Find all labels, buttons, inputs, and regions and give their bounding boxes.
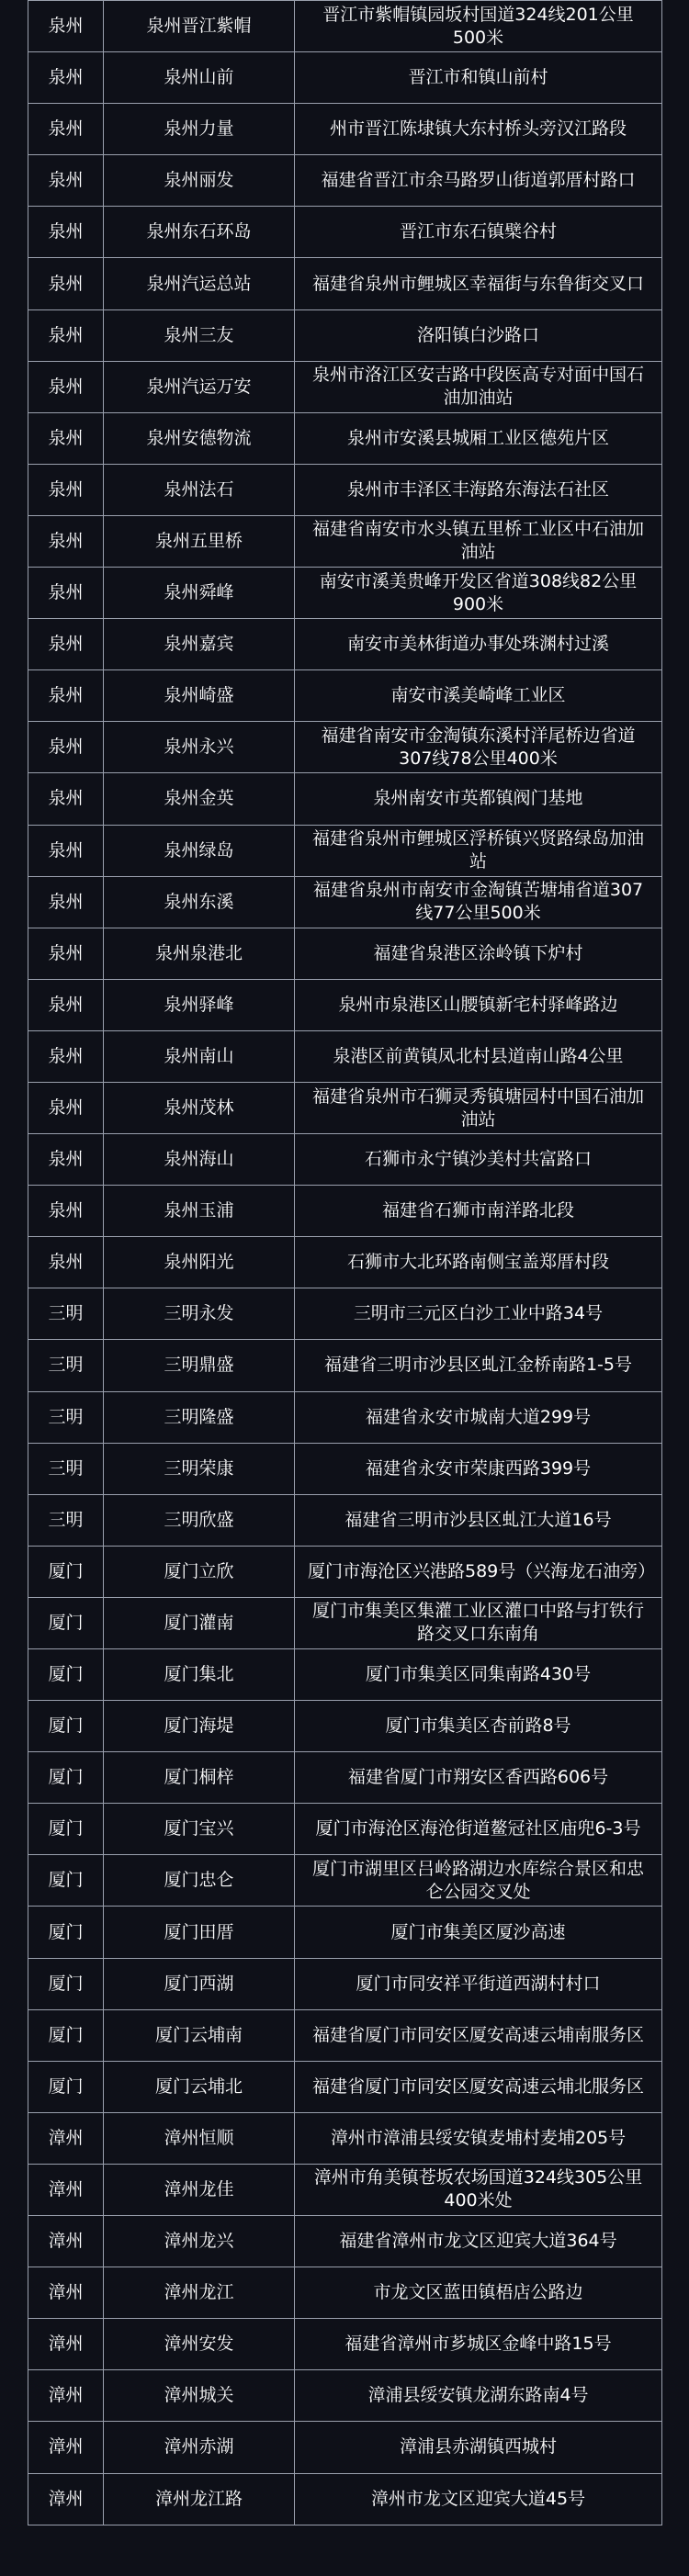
city-cell: 漳州 <box>28 2422 104 2473</box>
table-row <box>28 876 662 928</box>
city-cell: 三明 <box>28 1443 104 1494</box>
address-cell: 福建省漳州市芗城区金峰中路15号 <box>295 2319 662 2370</box>
table-row <box>28 2422 662 2473</box>
station-name-cell: 漳州龙兴 <box>104 2216 295 2267</box>
table-row <box>28 1 662 52</box>
station-name-cell: 泉州山前 <box>104 52 295 104</box>
address-cell: 厦门市湖里区吕岭路湖边水库综合景区和忠仑公园交叉处 <box>295 1855 662 1907</box>
station-name-cell: 厦门宝兴 <box>104 1804 295 1855</box>
city-cell: 泉州 <box>28 309 104 361</box>
station-name-cell: 泉州安德物流 <box>104 412 295 464</box>
address-cell: 厦门市海沧区海沧街道鳌冠社区庙兜6-3号 <box>295 1804 662 1855</box>
address-cell: 福建省三明市沙县区虬江金桥南路1-5号 <box>295 1340 662 1391</box>
city-cell: 漳州 <box>28 2473 104 2525</box>
city-cell: 厦门 <box>28 2061 104 2112</box>
station-name-cell: 三明永发 <box>104 1288 295 1340</box>
city-cell: 泉州 <box>28 258 104 309</box>
address-cell: 福建省泉港区涂岭镇下炉村 <box>295 928 662 979</box>
city-cell: 厦门 <box>28 1958 104 2009</box>
city-cell: 三明 <box>28 1340 104 1391</box>
table-row <box>28 2370 662 2422</box>
table-row <box>28 1597 662 1648</box>
city-cell: 泉州 <box>28 207 104 258</box>
station-name-cell: 厦门桐梓 <box>104 1752 295 1804</box>
address-cell: 三明市三元区白沙工业中路34号 <box>295 1288 662 1340</box>
table-row <box>28 2473 662 2525</box>
table-row <box>28 1288 662 1340</box>
table-row <box>28 52 662 104</box>
address-cell: 漳州市角美镇苍坂农场国道324线305公里400米处 <box>295 2164 662 2215</box>
city-cell: 泉州 <box>28 928 104 979</box>
city-cell: 漳州 <box>28 2216 104 2267</box>
city-cell: 厦门 <box>28 1804 104 1855</box>
table-row <box>28 619 662 670</box>
city-cell: 厦门 <box>28 1597 104 1648</box>
table-row <box>28 309 662 361</box>
station-name-cell: 漳州龙江路 <box>104 2473 295 2525</box>
city-cell: 泉州 <box>28 773 104 825</box>
city-cell: 泉州 <box>28 515 104 567</box>
station-name-cell: 厦门西湖 <box>104 1958 295 2009</box>
table-row <box>28 207 662 258</box>
station-name-cell: 厦门灌南 <box>104 1597 295 1648</box>
table-row <box>28 1907 662 1958</box>
table-row <box>28 1134 662 1186</box>
address-cell: 福建省三明市沙县区虬江大道16号 <box>295 1494 662 1546</box>
station-name-cell: 泉州法石 <box>104 464 295 515</box>
station-name-cell: 三明荣康 <box>104 1443 295 1494</box>
city-cell: 泉州 <box>28 155 104 207</box>
station-name-cell: 厦门海堤 <box>104 1701 295 1752</box>
table-row <box>28 1237 662 1288</box>
table-row <box>28 412 662 464</box>
table-row <box>28 104 662 155</box>
station-name-cell: 厦门集北 <box>104 1649 295 1701</box>
table-row <box>28 2319 662 2370</box>
table-row <box>28 464 662 515</box>
station-name-cell: 泉州茂林 <box>104 1082 295 1133</box>
station-name-cell: 漳州龙佳 <box>104 2164 295 2215</box>
city-cell: 泉州 <box>28 825 104 876</box>
address-cell: 福建省厦门市同安区厦安高速云埔南服务区 <box>295 2009 662 2061</box>
table-row <box>28 1546 662 1597</box>
table-row <box>28 928 662 979</box>
address-cell: 市龙文区蓝田镇梧店公路边 <box>295 2267 662 2319</box>
station-name-cell: 泉州绿岛 <box>104 825 295 876</box>
station-name-cell: 漳州恒顺 <box>104 2112 295 2164</box>
table-row <box>28 1443 662 1494</box>
address-cell: 福建省泉州市石狮灵秀镇塘园村中国石油加油站 <box>295 1082 662 1133</box>
city-cell: 泉州 <box>28 722 104 773</box>
table-row <box>28 1752 662 1804</box>
table-row <box>28 979 662 1030</box>
station-name-cell: 泉州海山 <box>104 1134 295 1186</box>
address-cell: 泉州市安溪县城厢工业区德苑片区 <box>295 412 662 464</box>
table-row <box>28 1804 662 1855</box>
station-name-cell: 漳州城关 <box>104 2370 295 2422</box>
table-row <box>28 1340 662 1391</box>
city-cell: 泉州 <box>28 1030 104 1082</box>
address-cell: 福建省永安市城南大道299号 <box>295 1391 662 1443</box>
station-name-cell: 泉州东溪 <box>104 876 295 928</box>
table-row <box>28 722 662 773</box>
station-name-cell: 泉州东石环岛 <box>104 207 295 258</box>
station-name-cell: 三明鼎盛 <box>104 1340 295 1391</box>
table-row <box>28 2009 662 2061</box>
station-table-body <box>28 1 662 2525</box>
city-cell: 厦门 <box>28 1752 104 1804</box>
address-cell: 南安市溪美贵峰开发区省道308线82公里900米 <box>295 568 662 619</box>
city-cell: 泉州 <box>28 1186 104 1237</box>
address-cell: 晋江市东石镇檗谷村 <box>295 207 662 258</box>
station-name-cell: 厦门云埔北 <box>104 2061 295 2112</box>
address-cell: 泉州市泉港区山腰镇新宅村驿峰路边 <box>295 979 662 1030</box>
city-cell: 漳州 <box>28 2319 104 2370</box>
table-row <box>28 670 662 722</box>
address-cell: 厦门市集美区杏前路8号 <box>295 1701 662 1752</box>
city-cell: 泉州 <box>28 52 104 104</box>
address-cell: 漳州市龙文区迎宾大道45号 <box>295 2473 662 2525</box>
city-cell: 泉州 <box>28 1082 104 1133</box>
address-cell: 漳浦县绥安镇龙湖东路南4号 <box>295 2370 662 2422</box>
table-row <box>28 361 662 412</box>
table-row <box>28 515 662 567</box>
address-cell: 福建省泉州市南安市金淘镇苦塘埔省道307线77公里500米 <box>295 876 662 928</box>
city-cell: 厦门 <box>28 1907 104 1958</box>
address-cell: 厦门市集美区同集南路430号 <box>295 1649 662 1701</box>
address-cell: 泉州市洛江区安吉路中段医高专对面中国石油加油站 <box>295 361 662 412</box>
address-cell: 厦门市集美区厦沙高速 <box>295 1907 662 1958</box>
table-row <box>28 2216 662 2267</box>
city-cell: 厦门 <box>28 1701 104 1752</box>
table-row <box>28 773 662 825</box>
station-name-cell: 厦门云埔南 <box>104 2009 295 2061</box>
city-cell: 泉州 <box>28 568 104 619</box>
table-row <box>28 568 662 619</box>
address-cell: 福建省南安市水头镇五里桥工业区中石油加油站 <box>295 515 662 567</box>
city-cell: 泉州 <box>28 1237 104 1288</box>
table-row <box>28 1701 662 1752</box>
address-cell: 厦门市海沧区兴港路589号（兴海龙石油旁） <box>295 1546 662 1597</box>
table-row <box>28 258 662 309</box>
address-cell: 福建省泉州市鲤城区浮桥镇兴贤路绿岛加油站 <box>295 825 662 876</box>
station-name-cell: 泉州泉港北 <box>104 928 295 979</box>
station-name-cell: 泉州驿峰 <box>104 979 295 1030</box>
table-row <box>28 825 662 876</box>
table-row <box>28 1186 662 1237</box>
city-cell: 泉州 <box>28 1134 104 1186</box>
city-cell: 漳州 <box>28 2267 104 2319</box>
table-row <box>28 1855 662 1907</box>
address-cell: 石狮市永宁镇沙美村共富路口 <box>295 1134 662 1186</box>
address-cell: 泉港区前黄镇凤北村县道南山路4公里 <box>295 1030 662 1082</box>
table-row <box>28 2164 662 2215</box>
city-cell: 泉州 <box>28 979 104 1030</box>
station-name-cell: 漳州赤湖 <box>104 2422 295 2473</box>
station-name-cell: 泉州嘉宾 <box>104 619 295 670</box>
address-cell: 福建省厦门市同安区厦安高速云埔北服务区 <box>295 2061 662 2112</box>
station-name-cell: 泉州三友 <box>104 309 295 361</box>
address-cell: 漳浦县赤湖镇西城村 <box>295 2422 662 2473</box>
city-cell: 泉州 <box>28 104 104 155</box>
station-name-cell: 泉州五里桥 <box>104 515 295 567</box>
table-row <box>28 1391 662 1443</box>
table-row <box>28 1958 662 2009</box>
address-cell: 厦门市集美区集灌工业区灌口中路与打铁行路交叉口东南角 <box>295 1597 662 1648</box>
station-name-cell: 漳州龙江 <box>104 2267 295 2319</box>
station-table-container <box>28 0 661 2525</box>
city-cell: 三明 <box>28 1288 104 1340</box>
station-name-cell: 厦门忠仑 <box>104 1855 295 1907</box>
address-cell: 晋江市和镇山前村 <box>295 52 662 104</box>
address-cell: 石狮市大北环路南侧宝盖郑厝村段 <box>295 1237 662 1288</box>
city-cell: 厦门 <box>28 1546 104 1597</box>
station-name-cell: 三明隆盛 <box>104 1391 295 1443</box>
address-cell: 福建省永安市荣康西路399号 <box>295 1443 662 1494</box>
city-cell: 泉州 <box>28 670 104 722</box>
table-row <box>28 155 662 207</box>
address-cell: 福建省南安市金淘镇东溪村洋尾桥边省道307线78公里400米 <box>295 722 662 773</box>
station-name-cell: 泉州崎盛 <box>104 670 295 722</box>
address-cell: 福建省石狮市南洋路北段 <box>295 1186 662 1237</box>
city-cell: 厦门 <box>28 1649 104 1701</box>
address-cell: 福建省泉州市鲤城区幸福街与东鲁街交叉口 <box>295 258 662 309</box>
city-cell: 三明 <box>28 1494 104 1546</box>
station-name-cell: 厦门立欣 <box>104 1546 295 1597</box>
station-name-cell: 泉州玉浦 <box>104 1186 295 1237</box>
city-cell: 漳州 <box>28 2370 104 2422</box>
address-cell: 泉州市丰泽区丰海路东海法石社区 <box>295 464 662 515</box>
table-row <box>28 1030 662 1082</box>
city-cell: 泉州 <box>28 412 104 464</box>
address-cell: 漳州市漳浦县绥安镇麦埔村麦埔205号 <box>295 2112 662 2164</box>
city-cell: 泉州 <box>28 619 104 670</box>
address-cell: 洛阳镇白沙路口 <box>295 309 662 361</box>
station-name-cell: 厦门田厝 <box>104 1907 295 1958</box>
address-cell: 泉州南安市英都镇阀门基地 <box>295 773 662 825</box>
city-cell: 厦门 <box>28 1855 104 1907</box>
station-name-cell: 漳州安发 <box>104 2319 295 2370</box>
station-name-cell: 泉州永兴 <box>104 722 295 773</box>
address-cell: 福建省晋江市余马路罗山街道郭厝村路口 <box>295 155 662 207</box>
city-cell: 漳州 <box>28 2112 104 2164</box>
station-name-cell: 泉州汽运总站 <box>104 258 295 309</box>
address-cell: 晋江市紫帽镇园坂村国道324线201公里500米 <box>295 1 662 52</box>
table-row <box>28 1082 662 1133</box>
station-name-cell: 泉州舜峰 <box>104 568 295 619</box>
station-name-cell: 泉州南山 <box>104 1030 295 1082</box>
city-cell: 泉州 <box>28 361 104 412</box>
city-cell: 厦门 <box>28 2009 104 2061</box>
city-cell: 泉州 <box>28 464 104 515</box>
station-name-cell: 泉州汽运万安 <box>104 361 295 412</box>
table-row <box>28 2112 662 2164</box>
station-table <box>28 0 662 2525</box>
address-cell: 州市晋江陈埭镇大东村桥头旁汉江路段 <box>295 104 662 155</box>
city-cell: 泉州 <box>28 876 104 928</box>
table-row <box>28 2267 662 2319</box>
table-row <box>28 1494 662 1546</box>
address-cell: 福建省厦门市翔安区香西路606号 <box>295 1752 662 1804</box>
station-name-cell: 泉州晋江紫帽 <box>104 1 295 52</box>
station-name-cell: 泉州阳光 <box>104 1237 295 1288</box>
address-cell: 南安市美林街道办事处珠渊村过溪 <box>295 619 662 670</box>
station-name-cell: 泉州力量 <box>104 104 295 155</box>
city-cell: 漳州 <box>28 2164 104 2215</box>
table-row <box>28 1649 662 1701</box>
address-cell: 厦门市同安祥平街道西湖村村口 <box>295 1958 662 2009</box>
address-cell: 福建省漳州市龙文区迎宾大道364号 <box>295 2216 662 2267</box>
station-name-cell: 泉州金英 <box>104 773 295 825</box>
table-row <box>28 2061 662 2112</box>
station-name-cell: 三明欣盛 <box>104 1494 295 1546</box>
city-cell: 泉州 <box>28 1 104 52</box>
city-cell: 三明 <box>28 1391 104 1443</box>
station-name-cell: 泉州丽发 <box>104 155 295 207</box>
address-cell: 南安市溪美崎峰工业区 <box>295 670 662 722</box>
